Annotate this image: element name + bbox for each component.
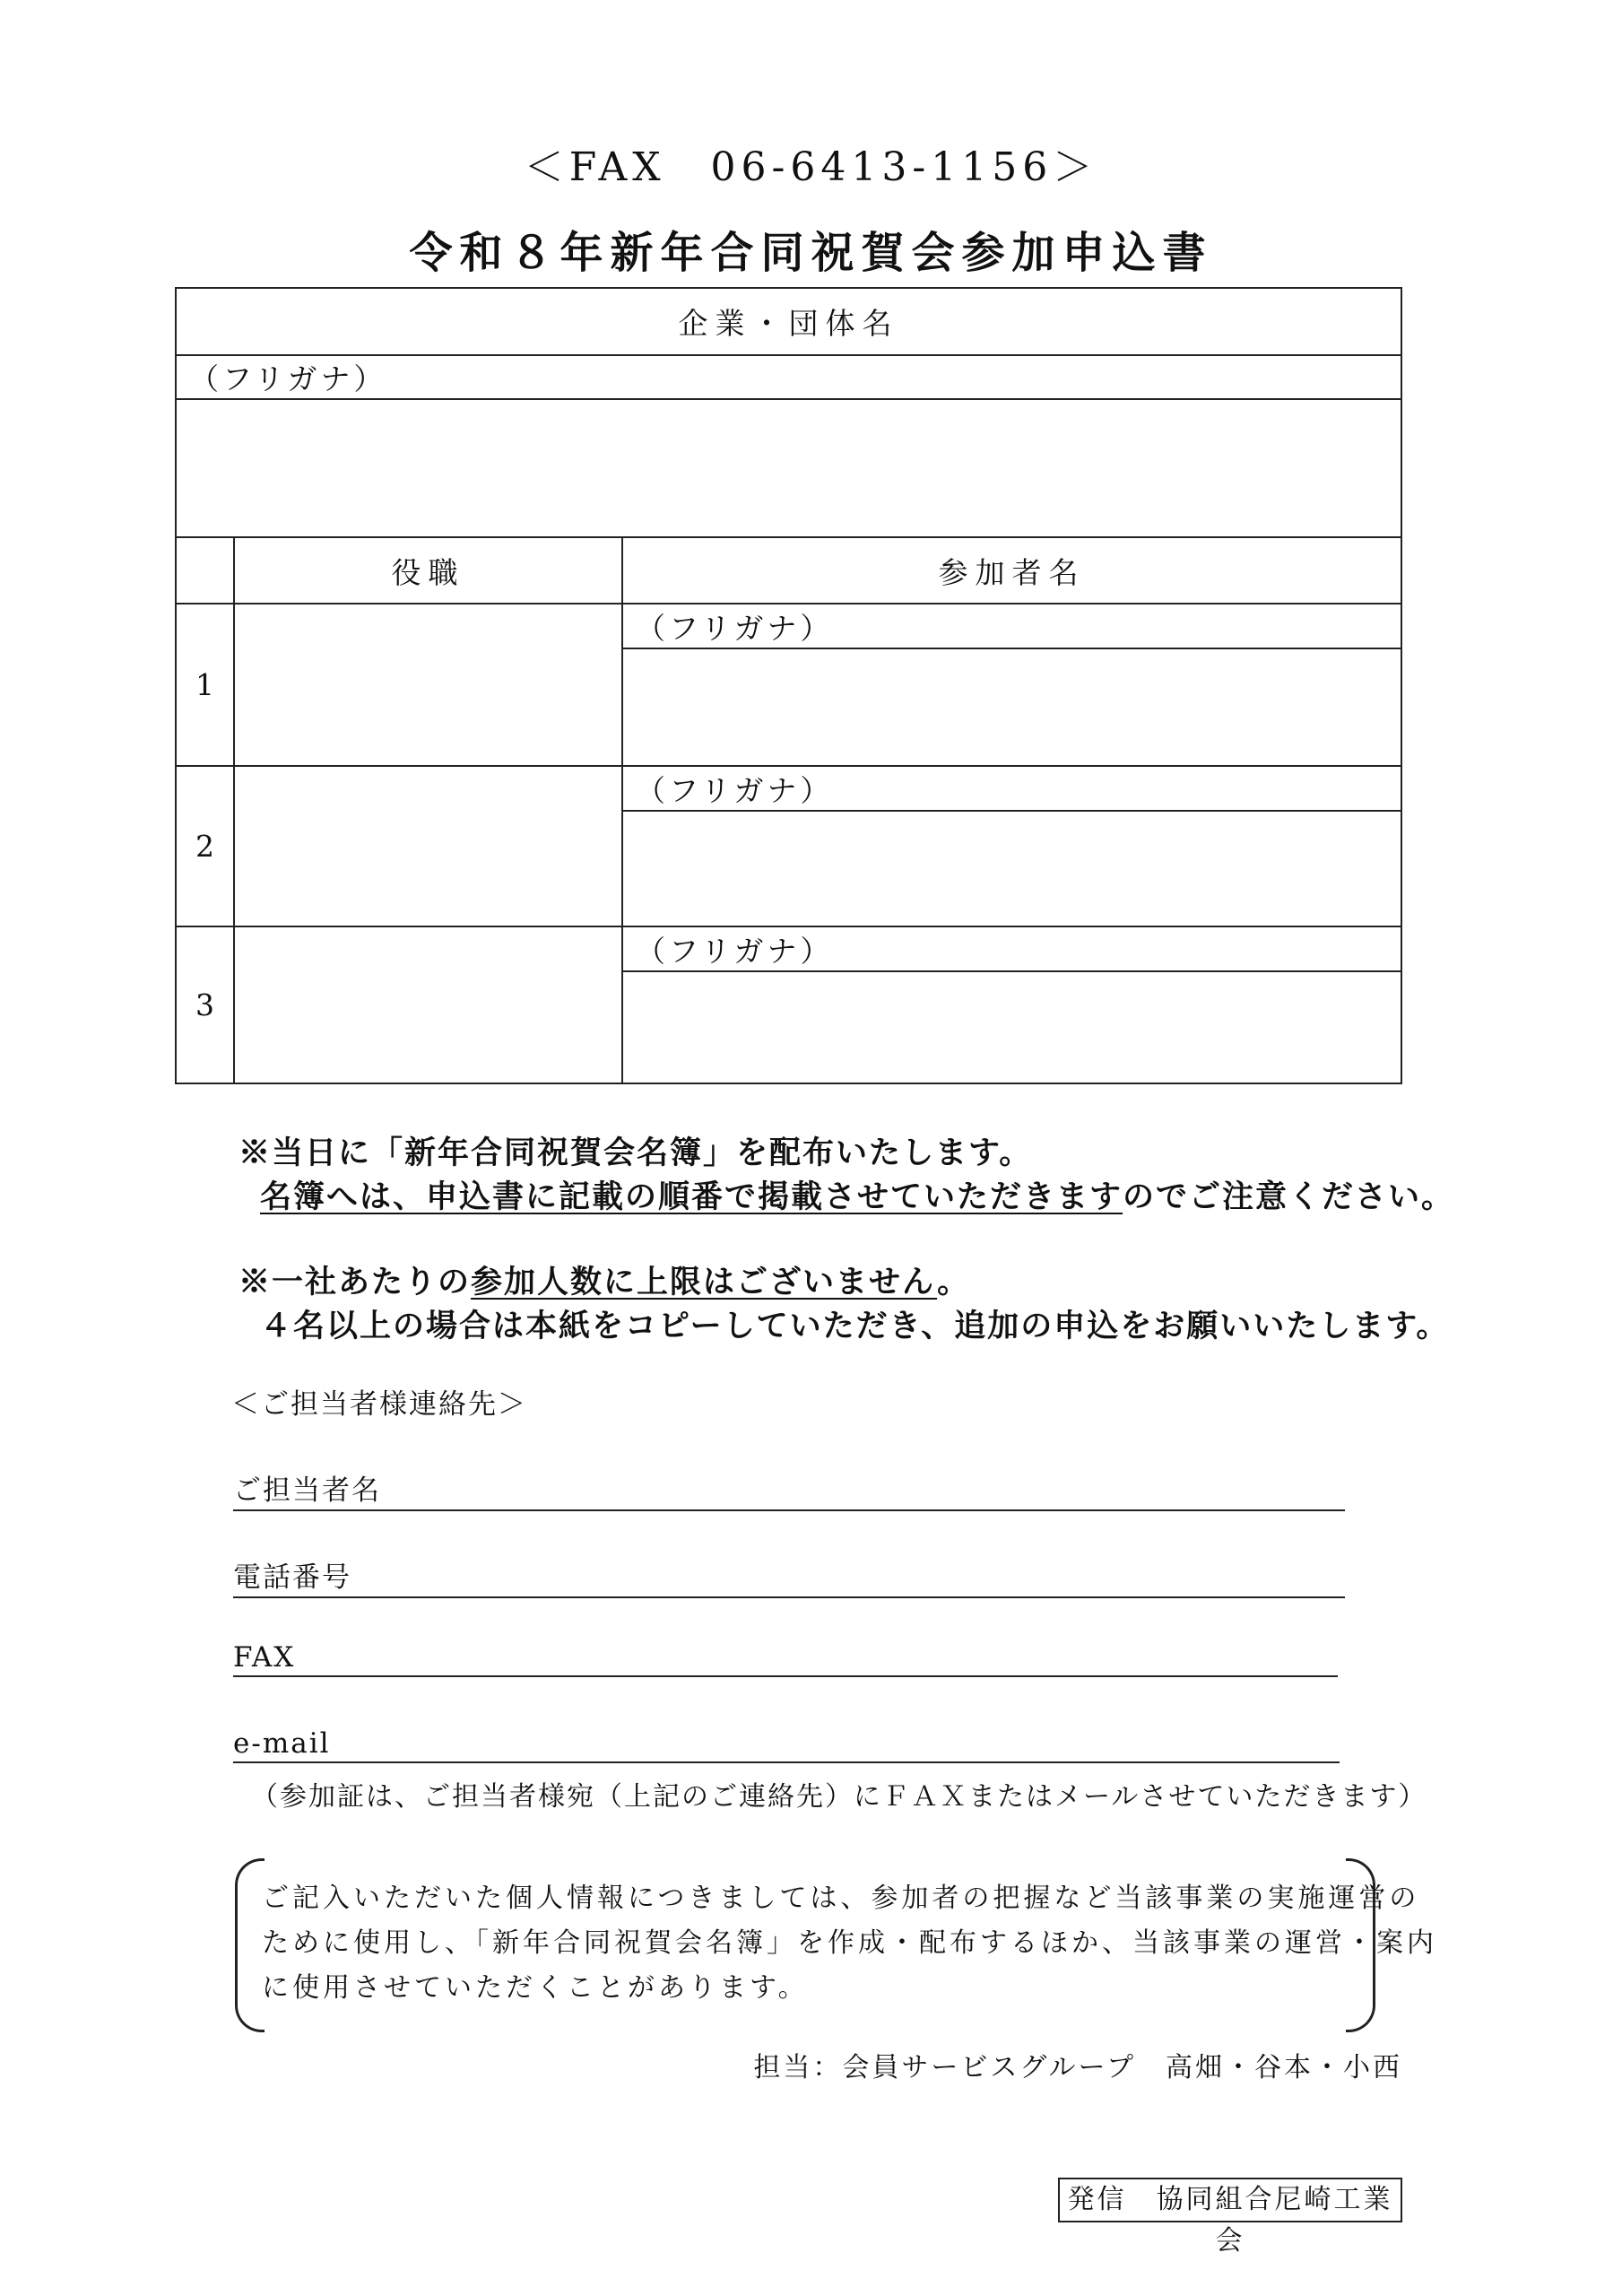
note-1-line-2: [260, 1172, 1454, 1217]
company-header: 企業・団体名: [176, 288, 1401, 355]
sender-box: 発信 協同組合尼崎工業会: [1058, 2178, 1402, 2222]
email-field[interactable]: [233, 1727, 1340, 1763]
note-2-period: 。: [937, 1264, 971, 1300]
participant-row: [176, 926, 1401, 971]
privacy-line-3: に使用させていただくことがあります。: [262, 1972, 809, 2004]
privacy-line-1: ご記入いただいた個人情報につきましては、参加者の把握など当該事業の実施運営の: [262, 1883, 1420, 1914]
note-2-line-1: [239, 1257, 970, 1302]
participant-header: 参加者名: [622, 537, 1401, 604]
note-1-line-1: ※当日に「新年合同祝賀会名簿」を配布いたします。: [239, 1135, 1033, 1171]
company-furigana-field[interactable]: （フリガナ）: [176, 355, 1401, 399]
note-2-prefix: ※一社あたりの: [239, 1264, 472, 1300]
row-number: 2: [176, 766, 234, 926]
company-name-field[interactable]: [176, 399, 1401, 537]
participation-card-note: （参加証は、ご担当者様宛（上記のご連絡先）にＦＡＸまたはメールさせていただきます）: [251, 1781, 1427, 1813]
note-2-line-2: ４名以上の場合は本紙をコピーしていただき、追加の申込をお願いいたします。: [260, 1308, 1450, 1344]
participant-row: [176, 604, 1401, 648]
phone-label: 電話番号: [233, 1561, 351, 1594]
left-bracket: [235, 1858, 265, 2032]
position-field[interactable]: [234, 926, 622, 1083]
staff-in-charge: 担当：会員サービスグループ 高畑・谷本・小西: [753, 2052, 1402, 2083]
position-header: 役職: [234, 537, 622, 604]
company-header-row: [176, 288, 1401, 355]
participant-name-field[interactable]: [622, 648, 1401, 766]
page-title: 令和８年新年合同祝賀会参加申込書: [409, 228, 1213, 278]
participant-header-row: [176, 537, 1401, 604]
note-1-underlined: 名簿へは、申込書に記載の順番で掲載させていただきます: [260, 1178, 1123, 1215]
fax-label: FAX: [233, 1641, 296, 1674]
fax-number-header: ＜FAX 06-6413-1156＞: [524, 144, 1098, 190]
row-number: 3: [176, 926, 234, 1083]
position-field[interactable]: [234, 766, 622, 926]
privacy-line-2: ために使用し、「新年合同祝賀会名簿」を作成・配布するほか、当該事業の運営・案内: [262, 1927, 1437, 1959]
note-2-underlined: 参加人数に上限はございません: [471, 1264, 938, 1300]
email-label: e-mail: [233, 1727, 331, 1760]
application-form-table: [175, 287, 1402, 1084]
fax-field[interactable]: [233, 1641, 1338, 1677]
privacy-notice: [235, 1858, 1437, 2027]
contact-name-field[interactable]: [233, 1467, 1345, 1511]
participant-name-field[interactable]: [622, 811, 1401, 926]
number-header-cell: [176, 537, 234, 604]
note-1-rest: のでご注意ください。: [1123, 1178, 1455, 1215]
phone-field[interactable]: [233, 1554, 1345, 1598]
participant-furigana-field[interactable]: （フリガナ）: [622, 766, 1401, 811]
participant-furigana-field[interactable]: （フリガナ）: [622, 604, 1401, 648]
contact-name-label: ご担当者名: [233, 1474, 381, 1507]
participant-row: [176, 766, 1401, 811]
position-field[interactable]: [234, 604, 622, 766]
participant-name-field[interactable]: [622, 971, 1401, 1083]
participant-furigana-field[interactable]: （フリガナ）: [622, 926, 1401, 971]
row-number: 1: [176, 604, 234, 766]
contact-heading: ＜ご担当者様連絡先＞: [231, 1388, 527, 1421]
